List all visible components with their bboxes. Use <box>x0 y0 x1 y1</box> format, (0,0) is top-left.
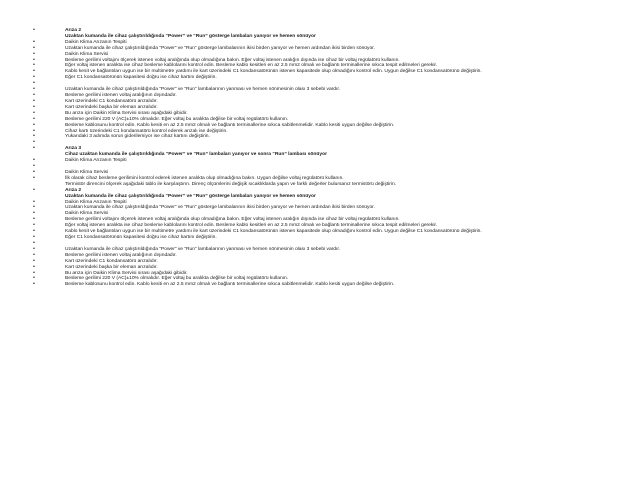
bullet-icon: • <box>33 139 35 146</box>
bullet-icon: • <box>33 56 35 63</box>
bullet-icon: • <box>33 245 35 252</box>
line-text: Uzaktan kumanda ile cihaz çalıştırıldığında “Power” ve “Run” lambalarının yanması ve hemen sönmesinin olası 3 sebebi vardır. <box>65 246 341 252</box>
bullet-icon: • <box>33 62 35 69</box>
bullet-icon: • <box>33 216 35 223</box>
bullet-icon: • <box>33 92 35 99</box>
line-text: Daikin Klima Servisi <box>65 211 109 217</box>
bullet-icon: • <box>33 121 35 128</box>
line-text: Eğer voltaj istenen aralıkta ise cihaz besleme kablolarını kontrol edin. Besleme kablo kesitleri en az 2.5 mm2 olmalı ve bağlantı terminallerine sıkıca tespit edilmeleri gerekir. <box>65 223 438 229</box>
bullet-icon: • <box>33 269 35 276</box>
bullet-icon: • <box>33 27 35 33</box>
section-heading: Arıza 2 <box>65 187 82 193</box>
bullet-icon: • <box>33 50 35 57</box>
line-text: Daikin Klima Arızanın Tespiti <box>65 158 127 164</box>
line-text: Yukarıdaki 3 adımda sorun giderilemiyor ise cihaz kartını değiştirin. <box>65 134 210 140</box>
line-text: Kart üzerindeki C1 kondansatörü arızalıdır. <box>65 98 158 104</box>
bullet-icon: • <box>33 86 35 93</box>
bullet-list <box>33 28 603 288</box>
bullet-icon: • <box>33 169 35 176</box>
line-text: Besleme gerilimi 220 V (AC)±10% olmalıdır. Eğer voltaj bu aralıkta değilse bir voltaj regülatörü kullanın. <box>65 116 289 122</box>
line-text: Besleme gerilimi istenen voltaj aralığının dışındadır. <box>65 252 177 258</box>
bullet-icon: • <box>33 234 35 240</box>
bullet-icon: • <box>33 263 35 270</box>
line-text: Bu arıza için Daikin Klima Servisi sırası aşağıdaki gibidir. <box>65 270 188 276</box>
bullet-icon: • <box>33 145 35 152</box>
bullet-icon: • <box>33 97 35 104</box>
line-text: Kart üzerindeki başka bir eleman arızalıdır. <box>65 264 158 270</box>
list-item <box>33 282 603 288</box>
section-heading: Uzaktan kumanda ile cihaz çalıştırıldığında “Power” ve “Run” gösterge lambaları yanıyor ve hemen sönüyor <box>65 33 316 39</box>
line-text: İlk olarak cihaz besleme gerilimini kontrol ederek istenen aralıkta olup olmadığına bakın. Uygun değilse voltaj regülatörü kullanın. <box>65 175 344 181</box>
line-text: Daikin Klima Servisi <box>65 170 109 176</box>
bullet-icon: • <box>33 157 35 164</box>
line-text: Besleme gerilimi istenen voltaj aralığının dışındadır. <box>65 93 177 99</box>
bullet-icon: • <box>33 198 35 205</box>
bullet-icon: • <box>33 275 35 282</box>
bullet-icon: • <box>33 257 35 264</box>
bullet-icon: • <box>33 228 35 235</box>
line-text: Kart üzerindeki başka bir eleman arızalıdır. <box>65 104 158 110</box>
line-text: Besleme kablosunu kontrol edin. Kablo kesiti en az 2.5 mm2 olmalı ve bağlantı terminallerine sıkıca sabitlenmelidir. Kablo kesiti uygun değilse değiştirin. <box>65 122 395 128</box>
bullet-icon: • <box>33 281 35 288</box>
line-text: Kablo kesit ve bağlantıları uygun ise bir multimetre yardımı ile kart üzerindeki C1 kondansatörünün istenen kapasitede olup olmadığını kontrol edin. Uygun değilse C1 kondansatörünü değiştirin. <box>65 229 482 235</box>
bullet-icon: • <box>33 186 35 193</box>
line-text: Uzaktan kumanda ile cihaz çalıştırıldığında “Power” ve “Run” gösterge lambalarının ikisi birden yanıyor ve hemen ardından ikisi birden sönüyor. <box>65 205 375 211</box>
line-text: Kart üzerindeki C1 kondansatörü arızalıdır. <box>65 258 158 264</box>
section-heading: Cihaz uzaktan kumanda ile çalıştırıldığında “Power” ve “Run” lambaları yanıyor ve sonra “Run” lambası sönüyor <box>65 152 327 158</box>
bullet-icon: • <box>33 163 35 170</box>
line-text: Cihaz kartı üzerindeki C1 kondansatörü kontrol ederek arızalı ise değiştirin. <box>65 128 228 134</box>
bullet-icon: • <box>33 38 35 45</box>
line-text: Bu arıza için Daikin Klima Servisi sırası aşağıdaki gibidir. <box>65 110 188 116</box>
bullet-icon: • <box>33 204 35 211</box>
bullet-icon: • <box>33 210 35 217</box>
bullet-icon: • <box>33 127 35 134</box>
line-text: Besleme gerilimi voltajını ölçerek istenen voltaj aralığında olup olmadığına bakın. Eğer voltaj istenen aralığın dışında ise cihaz bir voltaj regülatörü kullanın. <box>65 217 400 223</box>
line-text: Uzaktan kumanda ile cihaz çalıştırıldığında “Power” ve “Run” gösterge lambalarının ikisi birden yanıyor ve hemen ardından ikisi birden sönüyor. <box>65 45 375 51</box>
line-text: Besleme gerilimi 220 V (AC)±10% olmalıdır. Eğer voltaj bu aralıkta değilse bir voltaj regülatörü kullanın. <box>65 276 289 282</box>
bullet-icon: • <box>33 74 35 81</box>
line-text: Eğer C1 kondansatörünün kapasitesi doğru ise cihaz kartını değiştirin. <box>65 75 217 81</box>
bullet-icon: • <box>33 68 35 75</box>
line-text: Uzaktan kumanda ile cihaz çalıştırıldığında “Power” ve “Run” lambalarının yanması ve hemen sönmesinin olası 3 sebebi vardır. <box>65 87 341 93</box>
section-heading: Uzaktan kumanda ile cihaz çalıştırıldığında “Power” ve “Run” gösterge lambaları yanıyor ve hemen sönüyor <box>65 193 316 199</box>
bullet-icon: • <box>33 109 35 116</box>
line-text: Termistör direncini ölçerek aşağıdaki tablo ile karşılaştırın. Direnç ölçümlerini değişik sıcaklıklarda yapın ve farklı değerler bulursanız termistörü değiştirin. <box>65 181 397 187</box>
bullet-icon: • <box>33 174 35 181</box>
line-text: Kablo kesit ve bağlantıları uygun ise bir multimetre yardımı ile kart üzerindeki C1 kondansatörünün istenen kapasitede olup olmadığını kontrol edin. Uygun değilse C1 kondansatörünü değiştirin. <box>65 69 482 75</box>
line-text: Besleme gerilimi voltajını ölçerek istenen voltaj aralığında olup olmadığına bakın. Eğer voltaj istenen aralığın dışında ise cihaz bir voltaj regülatörü kullanın. <box>65 57 400 63</box>
section-heading: Arıza 2 <box>65 28 82 33</box>
bullet-icon: • <box>33 133 35 140</box>
line-text: Eğer C1 kondansatörünün kapasitesi doğru ise cihaz kartını değiştirin. <box>65 235 217 240</box>
bullet-icon: • <box>33 222 35 229</box>
bullet-icon: • <box>33 44 35 51</box>
bullet-icon: • <box>33 251 35 258</box>
section-heading: Arıza 3 <box>65 146 82 152</box>
bullet-icon: • <box>33 80 35 87</box>
line-text: Eğer voltaj istenen aralıkta ise cihaz besleme kablolarını kontrol edin. Besleme kablo kesitleri en az 2.5 mm2 olmalı ve bağlantı terminallerine sıkıca tespit edilmeleri gerekir. <box>65 63 438 69</box>
line-text: Daikin Klima Servisi <box>65 51 109 57</box>
line-text: Daikin Klima Arızanın Tespiti <box>65 199 127 205</box>
line-text: Daikin Klima Arızanın Tespiti <box>65 39 127 45</box>
line-text: Besleme kablosunu kontrol edin. Kablo kesiti en az 2.5 mm2 olmalı ve bağlantı terminallerine sıkıca sabitlenmelidir. Kablo kesiti uygun değilse değiştirin. <box>65 282 395 288</box>
bullet-icon: • <box>33 103 35 110</box>
bullet-icon: • <box>33 115 35 122</box>
bullet-icon: • <box>33 239 35 246</box>
